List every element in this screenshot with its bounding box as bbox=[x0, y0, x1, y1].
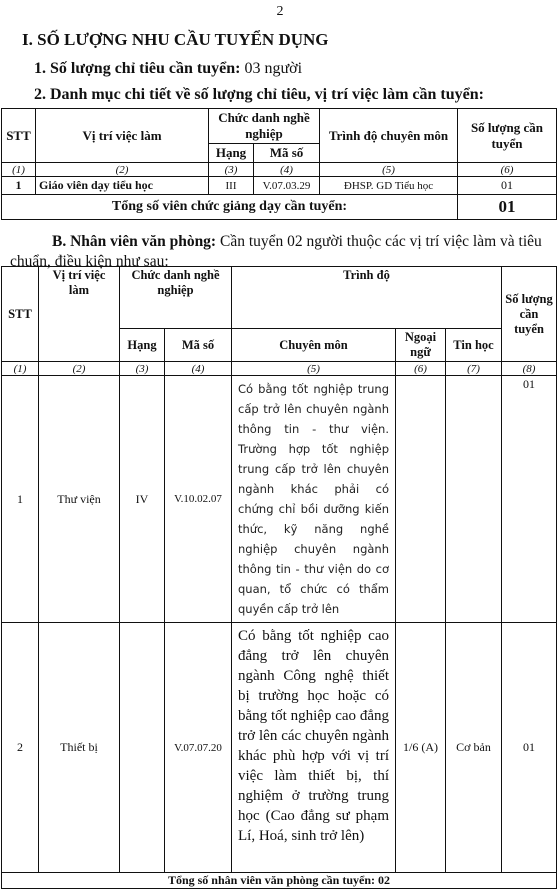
col-code: Mã số bbox=[254, 144, 320, 163]
cell-code: V.07.07.20 bbox=[165, 623, 232, 873]
index-cell: (5) bbox=[320, 163, 458, 177]
index-cell: (8) bbox=[502, 362, 557, 376]
cell-code: V.10.02.07 bbox=[165, 376, 232, 623]
col-stt: STT bbox=[2, 267, 39, 362]
col-count: Số lượng cần tuyển bbox=[502, 267, 557, 362]
section-b-text: Cần tuyển 02 người thuộc các vị trí việc làm và tiêu chuẩn, điều kiện như sau: bbox=[10, 233, 542, 270]
cell-stt: 1 bbox=[2, 177, 36, 195]
cell-it: Cơ bản bbox=[446, 623, 502, 873]
col-title: Chức danh nghề nghiệp bbox=[209, 109, 320, 144]
total-value: 01 bbox=[458, 195, 557, 220]
cell-major: Có bằng tốt nghiệp trung cấp trở lên chuyên ngành thông tin - thư viện. Trường hợp tốt nghiệp trung cấp trở lên chuyên ngành khác phải có chứng chỉ bồi dưỡng kiến thức, kỹ năng nghề nghiệp chuyên ngành thông tin - thư viện do cơ quan, tổ chức có thẩm quyền cấp trở lên bbox=[232, 376, 396, 623]
cell-stt: 2 bbox=[2, 623, 39, 873]
cell-it bbox=[446, 376, 502, 623]
quota-line bbox=[34, 60, 302, 78]
index-cell: (5) bbox=[232, 362, 396, 376]
teacher-table bbox=[1, 108, 557, 220]
col-level: Trình độ bbox=[232, 267, 502, 329]
index-cell: (6) bbox=[396, 362, 446, 376]
section-title: I. SỐ LƯỢNG NHU CẦU TUYỂN DỤNG bbox=[22, 30, 329, 49]
col-rank: Hạng bbox=[120, 329, 165, 362]
index-row bbox=[2, 362, 557, 376]
index-cell: (2) bbox=[39, 362, 120, 376]
cell-language: 1/6 (A) bbox=[396, 623, 446, 873]
index-cell: (4) bbox=[254, 163, 320, 177]
cell-major: Có bằng tốt nghiệp cao đẳng trở lên chuyên ngành Công nghệ thiết bị trường học hoặc có bằng tốt nghiệp cao đẳng trở lên các chuyên ngành khác phù hợp với vị trí việc làm thiết bị, thí nghiệm ở trường trung học (Cao đẳng sư phạm Lí, Hoá, sinh trở lên) bbox=[232, 623, 396, 873]
col-position: Vị trí việc làm bbox=[36, 109, 209, 163]
cell-qualification: ĐHSP. GD Tiểu học bbox=[320, 177, 458, 195]
list-heading: 2. Danh mục chi tiết về số lượng chỉ tiêu, vị trí việc làm cần tuyển: bbox=[34, 86, 484, 103]
total-row bbox=[2, 873, 557, 889]
cell-rank bbox=[120, 623, 165, 873]
quota-label: 1. Số lượng chỉ tiêu cần tuyển: bbox=[34, 60, 241, 77]
total-label: Tổng số nhân viên văn phòng cần tuyển: 02 bbox=[2, 873, 557, 889]
page-number: 2 bbox=[276, 4, 284, 19]
cell-code: V.07.03.29 bbox=[254, 177, 320, 195]
index-cell: (3) bbox=[120, 362, 165, 376]
cell-count: 01 bbox=[458, 177, 557, 195]
cell-position: Thiết bị bbox=[39, 623, 120, 873]
col-major: Chuyên môn bbox=[232, 329, 396, 362]
quota-value: 03 người bbox=[244, 60, 303, 77]
cell-rank: III bbox=[209, 177, 254, 195]
col-it: Tin học bbox=[446, 329, 502, 362]
cell-count: 01 bbox=[502, 376, 557, 623]
col-qualification: Trình độ chuyên môn bbox=[320, 109, 458, 163]
index-cell: (7) bbox=[446, 362, 502, 376]
cell-position: Giáo viên dạy tiểu học bbox=[36, 177, 209, 195]
col-rank: Hạng bbox=[209, 144, 254, 163]
index-cell: (1) bbox=[2, 362, 39, 376]
col-title: Chức danh nghề nghiệp bbox=[120, 267, 232, 329]
index-row bbox=[2, 163, 557, 177]
cell-count: 01 bbox=[502, 623, 557, 873]
total-row bbox=[2, 195, 557, 220]
col-count: Số lượng cần tuyển bbox=[458, 109, 557, 163]
table-row bbox=[2, 177, 557, 195]
col-stt: STT bbox=[2, 109, 36, 163]
index-cell: (4) bbox=[165, 362, 232, 376]
index-cell: (2) bbox=[36, 163, 209, 177]
index-cell: (3) bbox=[209, 163, 254, 177]
table-row bbox=[2, 376, 557, 623]
index-cell: (6) bbox=[458, 163, 557, 177]
index-cell: (1) bbox=[2, 163, 36, 177]
staff-table bbox=[1, 266, 557, 889]
cell-language bbox=[396, 376, 446, 623]
cell-position: Thư viện bbox=[39, 376, 120, 623]
col-position: Vị trí việc làm bbox=[39, 267, 120, 362]
cell-stt: 1 bbox=[2, 376, 39, 623]
total-label: Tổng số viên chức giảng dạy cần tuyển: bbox=[2, 195, 458, 220]
section-b-label: B. Nhân viên văn phòng: bbox=[52, 233, 217, 250]
col-code: Mã số bbox=[165, 329, 232, 362]
col-language: Ngoại ngữ bbox=[396, 329, 446, 362]
cell-rank: IV bbox=[120, 376, 165, 623]
table-row bbox=[2, 623, 557, 873]
